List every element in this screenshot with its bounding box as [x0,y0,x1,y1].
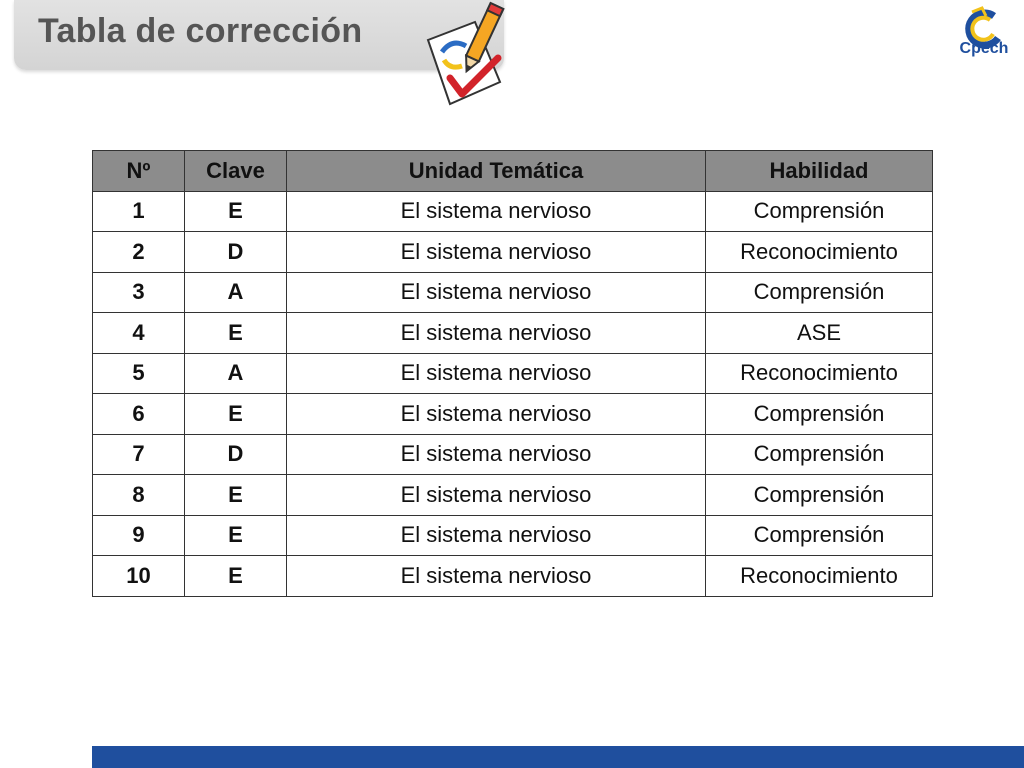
table-row [93,475,933,516]
cell-clave: A [185,272,287,313]
header-unidad-tematica: Unidad Temática [287,151,706,192]
cell-clave: D [185,232,287,273]
cell-numero: 1 [93,191,185,232]
table-row [93,394,933,435]
cell-habilidad: ASE [706,313,933,354]
cell-clave: E [185,475,287,516]
cell-unidad: El sistema nervioso [287,556,706,597]
logo-text: Cpech [959,40,1009,57]
cell-unidad: El sistema nervioso [287,515,706,556]
cell-unidad: El sistema nervioso [287,353,706,394]
cell-clave: E [185,515,287,556]
cell-habilidad: Reconocimiento [706,556,933,597]
table-row [93,353,933,394]
cell-numero: 6 [93,394,185,435]
table-row [93,232,933,273]
cell-habilidad: Comprensión [706,191,933,232]
cell-habilidad: Comprensión [706,272,933,313]
cell-unidad: El sistema nervioso [287,191,706,232]
cell-unidad: El sistema nervioso [287,434,706,475]
header-numero: Nº [93,151,185,192]
footer-bar [92,746,1024,768]
cell-habilidad: Comprensión [706,475,933,516]
table-row [93,272,933,313]
table-row [93,556,933,597]
table-row [93,515,933,556]
cell-clave: E [185,394,287,435]
page-title: Tabla de corrección [38,12,363,50]
cell-clave: D [185,434,287,475]
cell-numero: 5 [93,353,185,394]
header-clave: Clave [185,151,287,192]
cell-habilidad: Comprensión [706,515,933,556]
cell-numero: 8 [93,475,185,516]
pencil-check-icon [420,0,510,110]
cell-habilidad: Comprensión [706,394,933,435]
cell-clave: E [185,191,287,232]
cell-unidad: El sistema nervioso [287,232,706,273]
table-row [93,313,933,354]
cell-clave: E [185,313,287,354]
cell-numero: 3 [93,272,185,313]
cell-numero: 4 [93,313,185,354]
cell-clave: A [185,353,287,394]
cell-unidad: El sistema nervioso [287,313,706,354]
cell-unidad: El sistema nervioso [287,272,706,313]
correction-table [92,150,933,597]
cell-numero: 10 [93,556,185,597]
cell-habilidad: Comprensión [706,434,933,475]
header-habilidad: Habilidad [706,151,933,192]
table-row [93,434,933,475]
cell-unidad: El sistema nervioso [287,394,706,435]
cell-clave: E [185,556,287,597]
cell-numero: 2 [93,232,185,273]
cell-numero: 9 [93,515,185,556]
table-header-row [93,151,933,192]
cell-habilidad: Reconocimiento [706,353,933,394]
cell-habilidad: Reconocimiento [706,232,933,273]
cell-numero: 7 [93,434,185,475]
cell-unidad: El sistema nervioso [287,475,706,516]
table-row [93,191,933,232]
